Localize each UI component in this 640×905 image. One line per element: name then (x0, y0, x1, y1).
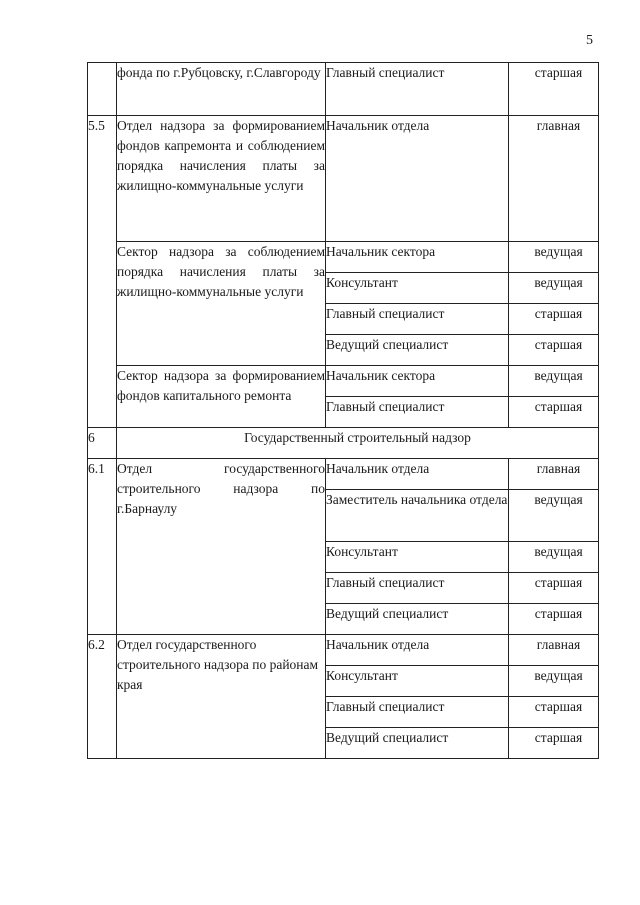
table-row (88, 366, 599, 397)
category-text: ведущая (534, 668, 583, 683)
table-row (88, 635, 599, 666)
row-number: 6.2 (88, 635, 117, 759)
category-text: главная (536, 118, 581, 133)
staff-table (87, 62, 599, 759)
position-cell: Заместитель начальника отдела (326, 490, 509, 542)
row-number (88, 63, 117, 116)
position-cell: Ведущий специалист (326, 728, 509, 759)
position-cell: Начальник сектора (326, 242, 509, 273)
category-text: старшая (534, 730, 583, 745)
row-number: 5.5 (88, 116, 117, 428)
position-cell: Ведущий специалист (326, 335, 509, 366)
row-number: 6.1 (88, 459, 117, 635)
category-cell (509, 490, 599, 542)
category-cell (509, 273, 599, 304)
position-cell: Начальник отдела (326, 116, 509, 242)
category-cell (509, 397, 599, 428)
position-cell: Начальник сектора (326, 366, 509, 397)
category-cell (509, 697, 599, 728)
position-cell: Консультант (326, 666, 509, 697)
category-cell (509, 366, 599, 397)
category-text: ведущая (534, 544, 583, 559)
category-cell (509, 666, 599, 697)
unit-name: фонда по г.Рубцовску, г.Славгороду (117, 63, 326, 116)
position-cell: Главный специалист (326, 573, 509, 604)
category-text: старшая (534, 699, 583, 714)
category-cell (509, 335, 599, 366)
category-cell (509, 728, 599, 759)
category-text: ведущая (534, 275, 583, 290)
category-text: главная (536, 637, 581, 652)
category-cell (509, 116, 599, 242)
position-cell: Начальник отдела (326, 635, 509, 666)
category-text: ведущая (534, 244, 583, 259)
unit-name: Сектор надзора за формированием фондов капитального ремонта (117, 366, 326, 428)
category-text: главная (536, 461, 581, 476)
section-number: 6 (88, 428, 117, 459)
position-cell: Консультант (326, 542, 509, 573)
position-cell: Начальник отдела (326, 459, 509, 490)
page-number: 5 (586, 33, 593, 48)
category-text: старшая (534, 65, 583, 80)
unit-name: Отдел надзора за формированием фондов капремонта и соблюдением порядка начисления платы за жилищно-коммунальные услуги (117, 116, 326, 242)
unit-name: Отдел государственного строительного надзора по районам края (117, 635, 326, 759)
category-text: старшая (534, 306, 583, 321)
position-cell: Ведущий специалист (326, 604, 509, 635)
position-cell: Консультант (326, 273, 509, 304)
category-text: старшая (534, 337, 583, 352)
table-row (88, 63, 599, 116)
category-text: ведущая (534, 492, 583, 507)
position-cell: Главный специалист (326, 63, 509, 116)
category-text: старшая (534, 575, 583, 590)
position-cell: Главный специалист (326, 397, 509, 428)
category-cell (509, 459, 599, 490)
section-title: Государственный строительный надзор (117, 428, 599, 459)
unit-name: Отдел государственного строительного надзора по г.Барнаулу (117, 459, 326, 635)
position-cell: Главный специалист (326, 697, 509, 728)
category-cell (509, 242, 599, 273)
category-cell (509, 604, 599, 635)
table-row (88, 116, 599, 242)
table-row (88, 242, 599, 273)
category-cell (509, 304, 599, 335)
category-text: ведущая (534, 368, 583, 383)
section-row (88, 428, 599, 459)
category-text: старшая (534, 606, 583, 621)
position-cell: Главный специалист (326, 304, 509, 335)
table-row (88, 459, 599, 490)
unit-name: Сектор надзора за соблюдением порядка начисления платы за жилищно-коммунальные услуги (117, 242, 326, 366)
category-cell (509, 573, 599, 604)
category-text: старшая (534, 399, 583, 414)
category-cell (509, 542, 599, 573)
category-cell (509, 63, 599, 116)
category-cell (509, 635, 599, 666)
